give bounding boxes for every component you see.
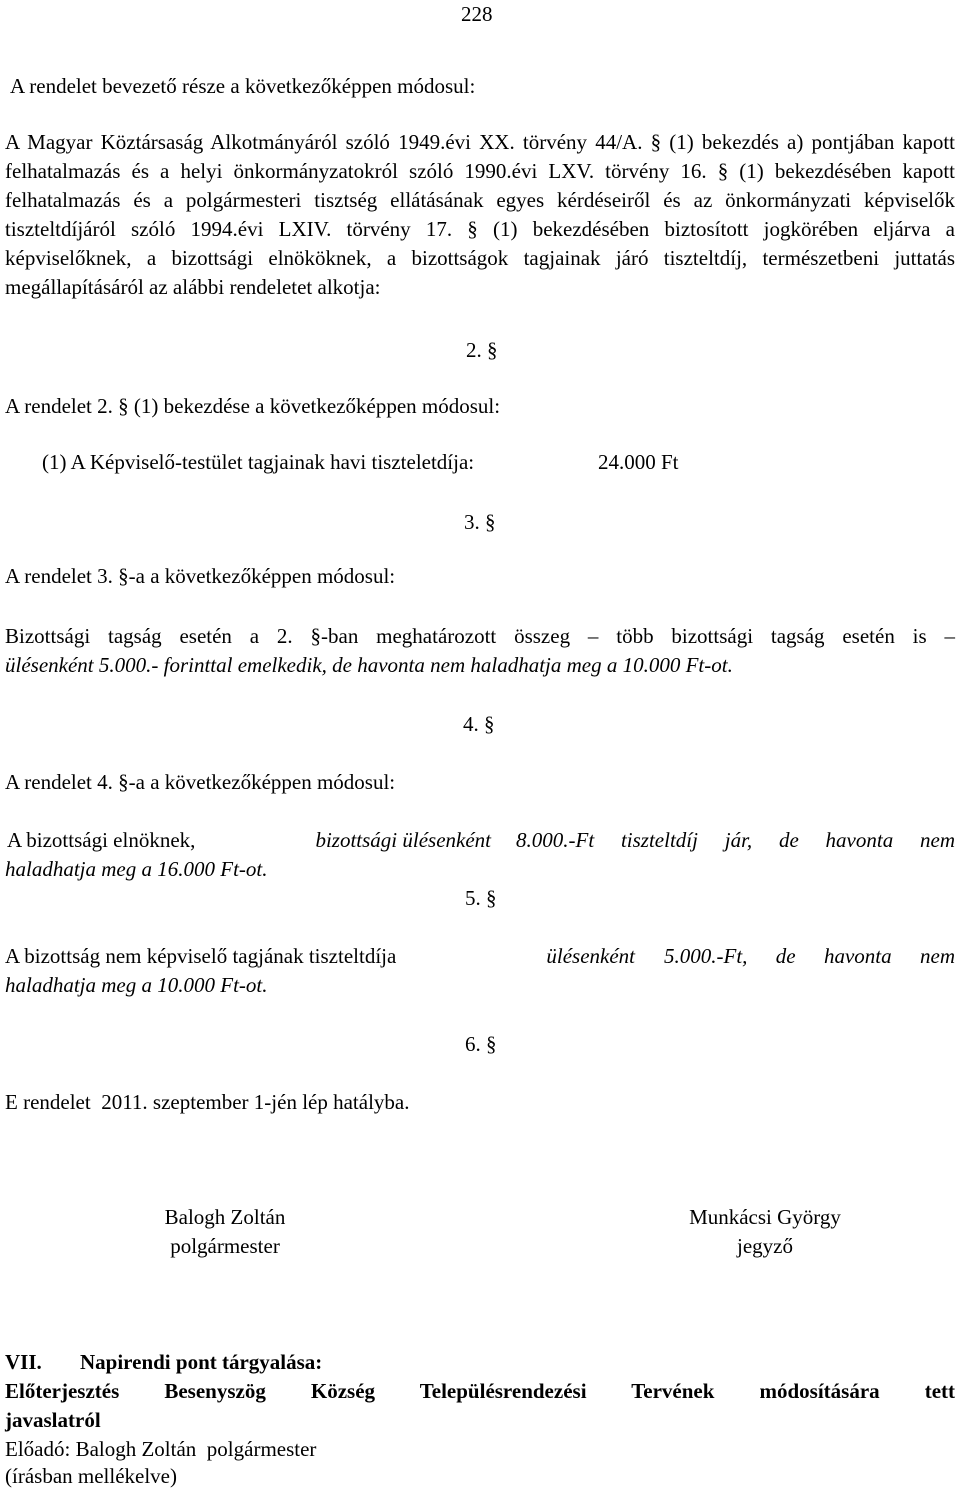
section-3-line-2: ülésenként 5.000.- forinttal emelkedik, de havonta nem haladhatja meg a 10.000 Ft-ot. xyxy=(5,653,733,677)
agenda-heading: Napirendi pont tárgyalása: xyxy=(80,1350,323,1374)
section-5-heading: 5. § xyxy=(465,886,497,910)
section-5-line-1-left xyxy=(5,942,635,971)
agenda-title-line-2: javaslatról xyxy=(5,1408,101,1432)
page-number: 228 xyxy=(461,2,493,26)
preamble-paragraph: A Magyar Köztársaság Alkotmányáról szóló 1949.évi XX. törvény 44/A. § (1) bekezdés a) pontjában kapott felhatalmazás és a helyi önkormányzatokról szóló 1990.évi LXV. törvény 16. § (1) bekezdésében kapott felhatalmazás és a polgármesteri tisztség ellátásának egyes kérdéseiről és az önkormányzati képviselők tiszteltdíjáról szóló 1994.évi LXIV. törvény 17. § (1) bekezdésében biztosított jogkörében eljárva a képviselőknek, a bizottsági elnököknek, a bizottságok tagjainak járó tiszteltdíj, természetbeni juttatás megállapításáról az alábbi rendeletet alkotja: xyxy=(5,130,955,299)
section-5-line-1-plain: A bizottság nem képviselő tagjának tiszteltdíja xyxy=(5,944,397,968)
section-4-line-1-italic: bizottsági ülésenként xyxy=(315,828,491,852)
section-4-heading: 4. § xyxy=(463,712,495,736)
section-3-line-1: Bizottsági tagság esetén a 2. §-ban meghatározott összeg – több bizottsági tagság esetén is – xyxy=(5,624,955,648)
section-6-heading: 6. § xyxy=(465,1032,497,1056)
agenda-title-line-1: Előterjesztés Besenyszög Község Településrendezési Tervének módosítására tett xyxy=(5,1379,955,1403)
section-4-line-1-right: 8.000.-Ft tiszteltdíj jár, de havonta nem xyxy=(516,828,955,852)
section-2-intro: A rendelet 2. § (1) bekezdése a következőképpen módosul: xyxy=(5,394,501,418)
section-5-line-1-italic: ülésenként xyxy=(546,944,635,968)
section-3-intro: A rendelet 3. §-a a következőképpen módosul: xyxy=(5,564,396,588)
signature-right-name: Munkácsi György xyxy=(689,1205,841,1229)
section-5-line-1-right: 5.000.-Ft, de havonta nem xyxy=(664,944,955,968)
signature-left-title: polgármester xyxy=(170,1234,280,1258)
section-2-heading: 2. § xyxy=(466,338,498,362)
section-4-line-1-left xyxy=(7,826,491,855)
section-4-intro: A rendelet 4. §-a a következőképpen módosul: xyxy=(5,770,396,794)
agenda-number: VII. xyxy=(5,1350,42,1374)
section-2-item-label: (1) A Képviselő-testület tagjainak havi tiszteletdíja: xyxy=(42,450,475,474)
section-3-heading: 3. § xyxy=(464,510,496,534)
section-4-line-1-plain: A bizottsági elnöknek, xyxy=(7,828,196,852)
signature-right-title: jegyző xyxy=(737,1234,793,1258)
section-2-item-value: 24.000 Ft xyxy=(598,450,679,474)
signature-left-name: Balogh Zoltán xyxy=(164,1205,286,1229)
agenda-presenter: Előadó: Balogh Zoltán polgármester xyxy=(5,1437,317,1461)
intro-line: A rendelet bevezető része a következőképpen módosul: xyxy=(10,74,476,98)
section-6-text: E rendelet 2011. szeptember 1-jén lép hatályba. xyxy=(5,1090,410,1114)
section-4-line-2: haladhatja meg a 16.000 Ft-ot. xyxy=(5,857,268,881)
section-5-line-2: haladhatja meg a 10.000 Ft-ot. xyxy=(5,973,268,997)
agenda-attachment: (írásban mellékelve) xyxy=(5,1464,177,1488)
